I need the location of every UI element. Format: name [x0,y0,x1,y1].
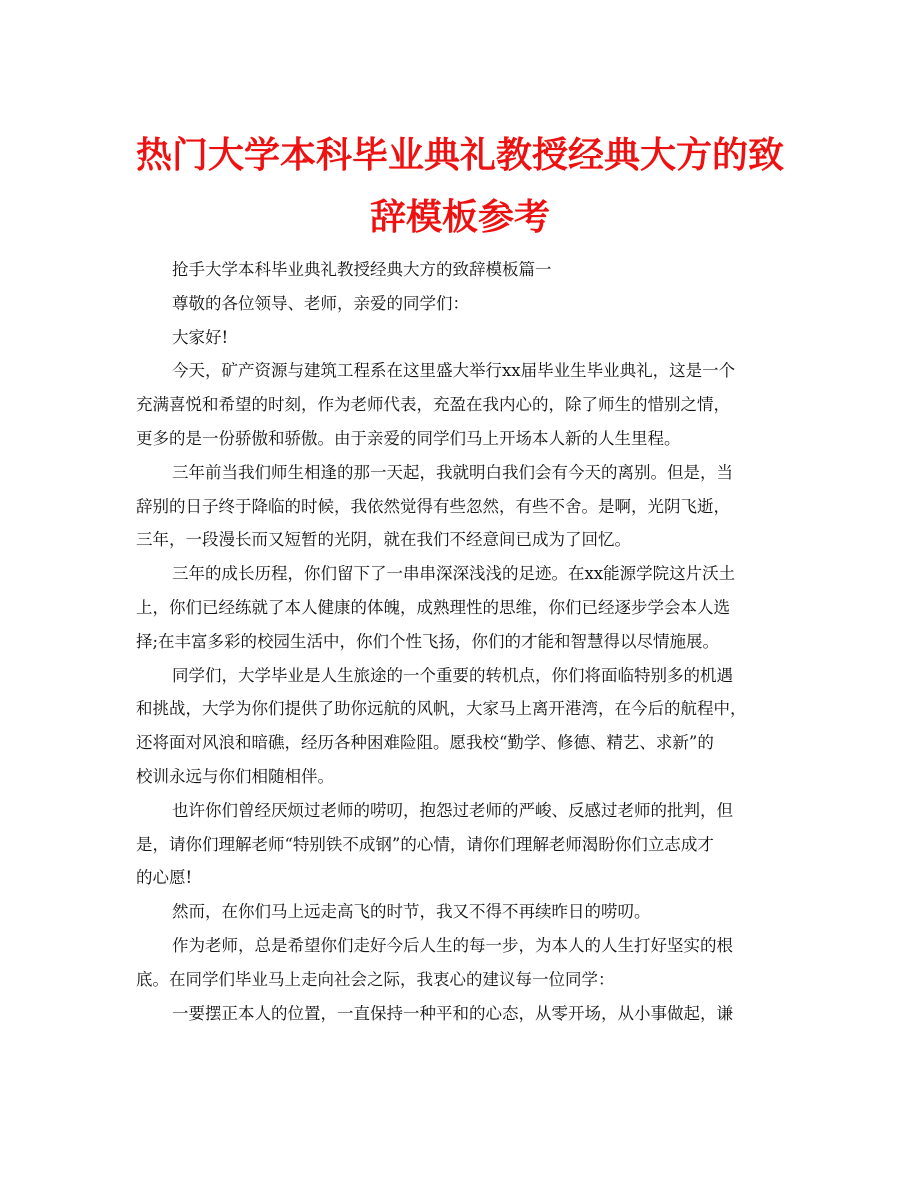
paragraph-line: 辞别的日子终于降临的时候，我依然觉得有些忽然，有些不舍。是啊，光阴飞逝， [136,496,730,516]
paragraph-line: 同学们，大学毕业是人生旅途的一个重要的转机点，你们将面临特别多的机遇 [172,665,733,685]
paragraph-line: 还将面对风浪和暗礁，经历各种困难险阻。愿我校“勤学、修德、精艺、求新”的 [136,733,714,753]
paragraph-line: 充满喜悦和希望的时刻，作为老师代表，充盈在我内心的，除了师生的惜别之情， [136,395,730,415]
document-title-line-2: 辞模板参考 [369,197,550,238]
paragraph-line: 尊敬的各位领导、老师，亲爱的同学们： [172,293,469,313]
paragraph-line: 一要摆正本人的位置，一直保持一种平和的心态，从零开场，从小事做起，谦 [172,1003,733,1023]
paragraph-line: 底。在同学们毕业马上走向社会之际，我衷心的建议每一位同学： [136,969,615,989]
paragraph-line: 抢手大学本科毕业典礼教授经典大方的致辞模板篇一 [172,260,552,279]
body-paragraph [136,929,786,997]
body-paragraph [136,794,786,895]
paragraph-line: 三年，一段漫长而又短暂的光阴，就在我们不经意间已成为了回忆。 [136,530,631,550]
body-paragraph [136,287,786,321]
body-paragraph [136,997,786,1031]
paragraph-line: 更多的是一份骄傲和骄傲。由于亲爱的同学们马上开场本人新的人生里程。 [136,428,681,448]
paragraph-line: 今天，矿产资源与建筑工程系在这里盛大举行xx届毕业生毕业典礼，这是一个 [172,361,736,381]
paragraph-line: 也许你们曾经厌烦过老师的唠叨，抱怨过老师的严峻、反感过老师的批判，但 [172,800,733,820]
body-paragraph [136,895,786,929]
paragraph-line: 三年的成长历程，你们留下了一串串深深浅浅的足迹。在xx能源学院这片沃土 [172,564,736,584]
paragraph-line: 校训永远与你们相随相伴。 [136,766,334,786]
body-paragraph [136,253,786,287]
paragraph-line: 然而，在你们马上远走高飞的时节，我又不得不再续昨日的唠叨。 [172,902,651,922]
body-paragraph [136,456,786,557]
paragraph-line: 是，请你们理解老师“特别铁不成钢”的心情，请你们理解老师渴盼你们立志成才 [136,834,714,854]
paragraph-line: 大家好! [172,327,229,347]
paragraph-line: 三年前当我们师生相逢的那一天起，我就明白我们会有今天的离别。但是，当 [172,462,733,482]
body-paragraph [136,321,786,355]
body-paragraph [136,557,786,658]
document-title-line-1: 热门大学本科毕业典礼教授经典大方的致 [135,135,784,176]
paragraph-line: 择;在丰富多彩的校园生活中，你们个性飞扬，你们的才能和智慧得以尽情施展。 [136,631,720,651]
body-paragraph [136,354,786,455]
body-paragraph [136,659,786,794]
paragraph-line: 上，你们已经练就了本人健康的体魄，成熟理性的思维，你们已经逐步学会本人选 [136,597,730,617]
document-body [136,253,786,1030]
paragraph-line: 的心愿! [136,868,193,888]
paragraph-line: 和挑战，大学为你们提供了助你远航的风帆，大家马上离开港湾，在今后的航程中， [136,699,747,719]
paragraph-line: 作为老师，总是希望你们走好今后人生的每一步，为本人的人生打好坚实的根 [172,935,733,955]
